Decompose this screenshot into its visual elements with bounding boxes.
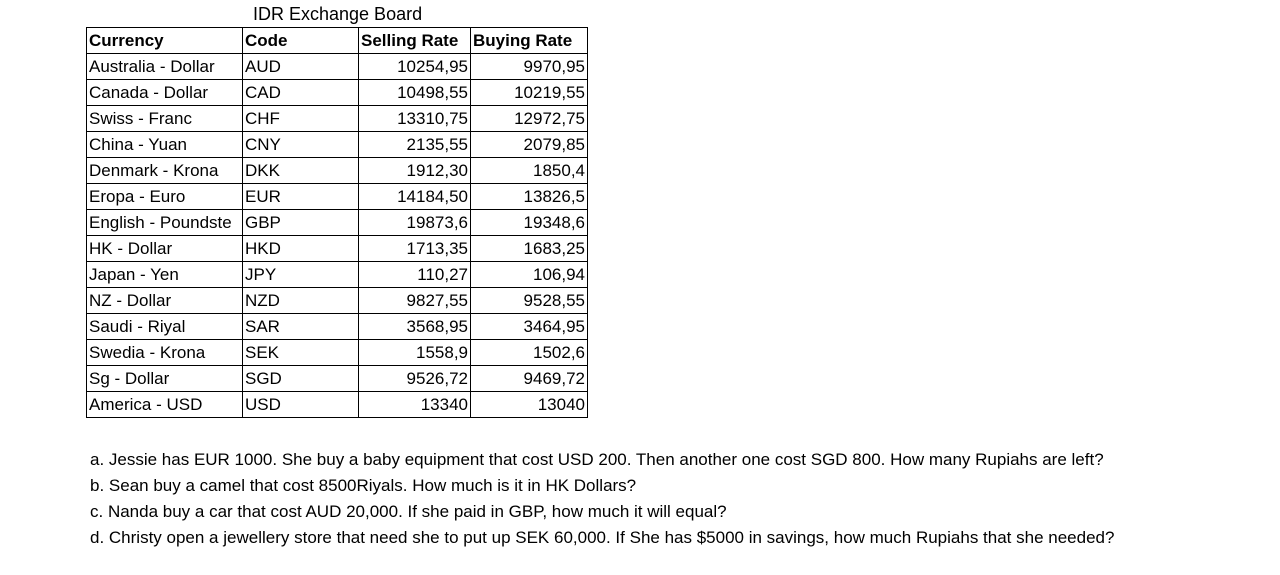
selling-rate-cell: 3568,95	[359, 314, 471, 340]
header-currency: Currency	[87, 28, 243, 54]
selling-rate-cell: 1713,35	[359, 236, 471, 262]
currency-cell: Swiss - Franc	[87, 106, 243, 132]
table-row	[87, 54, 588, 80]
buying-rate-cell: 9970,95	[471, 54, 588, 80]
table-row	[87, 340, 588, 366]
table-row	[87, 80, 588, 106]
table-row	[87, 210, 588, 236]
code-cell: CAD	[243, 80, 359, 106]
currency-cell: China - Yuan	[87, 132, 243, 158]
selling-rate-cell: 14184,50	[359, 184, 471, 210]
table-row	[87, 184, 588, 210]
currency-cell: Australia - Dollar	[87, 54, 243, 80]
table-row	[87, 366, 588, 392]
currency-cell: English - Poundste	[87, 210, 243, 236]
code-cell: SAR	[243, 314, 359, 340]
currency-cell: HK - Dollar	[87, 236, 243, 262]
table-row	[87, 314, 588, 340]
selling-rate-cell: 1912,30	[359, 158, 471, 184]
code-cell: CHF	[243, 106, 359, 132]
buying-rate-cell: 19348,6	[471, 210, 588, 236]
currency-cell: Sg - Dollar	[87, 366, 243, 392]
buying-rate-cell: 13826,5	[471, 184, 588, 210]
table-row	[87, 158, 588, 184]
selling-rate-cell: 9526,72	[359, 366, 471, 392]
buying-rate-cell: 13040	[471, 392, 588, 418]
buying-rate-cell: 106,94	[471, 262, 588, 288]
table-row	[87, 106, 588, 132]
currency-cell: NZ - Dollar	[87, 288, 243, 314]
table-row	[87, 392, 588, 418]
currency-cell: Saudi - Riyal	[87, 314, 243, 340]
code-cell: JPY	[243, 262, 359, 288]
code-cell: NZD	[243, 288, 359, 314]
question-b: b. Sean buy a camel that cost 8500Riyals. How much is it in HK Dollars?	[90, 476, 637, 495]
buying-rate-cell: 12972,75	[471, 106, 588, 132]
selling-rate-cell: 13310,75	[359, 106, 471, 132]
buying-rate-cell: 10219,55	[471, 80, 588, 106]
code-cell: DKK	[243, 158, 359, 184]
buying-rate-cell: 9528,55	[471, 288, 588, 314]
buying-rate-cell: 3464,95	[471, 314, 588, 340]
buying-rate-cell: 9469,72	[471, 366, 588, 392]
selling-rate-cell: 110,27	[359, 262, 471, 288]
table-row	[87, 262, 588, 288]
selling-rate-cell: 13340	[359, 392, 471, 418]
table-row	[87, 288, 588, 314]
table-row	[87, 132, 588, 158]
table-row	[87, 236, 588, 262]
question-a: a. Jessie has EUR 1000. She buy a baby equipment that cost USD 200. Then another one cost SGD 800. How many Rupiahs are left?	[90, 450, 1104, 469]
code-cell: EUR	[243, 184, 359, 210]
table-body	[87, 54, 588, 418]
board-title: IDR Exchange Board	[253, 4, 423, 24]
code-cell: SEK	[243, 340, 359, 366]
exchange-rate-table	[86, 27, 588, 418]
currency-cell: Japan - Yen	[87, 262, 243, 288]
buying-rate-cell: 1850,4	[471, 158, 588, 184]
selling-rate-cell: 19873,6	[359, 210, 471, 236]
currency-cell: America - USD	[87, 392, 243, 418]
header-buying-rate: Buying Rate	[471, 28, 588, 54]
table-header-row	[87, 28, 588, 54]
currency-cell: Denmark - Krona	[87, 158, 243, 184]
buying-rate-cell: 1683,25	[471, 236, 588, 262]
currency-cell: Swedia - Krona	[87, 340, 243, 366]
buying-rate-cell: 1502,6	[471, 340, 588, 366]
currency-cell: Eropa - Euro	[87, 184, 243, 210]
code-cell: CNY	[243, 132, 359, 158]
code-cell: USD	[243, 392, 359, 418]
currency-cell: Canada - Dollar	[87, 80, 243, 106]
question-c: c. Nanda buy a car that cost AUD 20,000. If she paid in GBP, how much it will equal?	[90, 502, 727, 521]
buying-rate-cell: 2079,85	[471, 132, 588, 158]
code-cell: GBP	[243, 210, 359, 236]
code-cell: HKD	[243, 236, 359, 262]
selling-rate-cell: 9827,55	[359, 288, 471, 314]
selling-rate-cell: 1558,9	[359, 340, 471, 366]
code-cell: SGD	[243, 366, 359, 392]
question-d: d. Christy open a jewellery store that need she to put up SEK 60,000. If She has $5000 in savings, how much Rupiahs that she needed?	[90, 528, 1115, 547]
questions	[90, 447, 1114, 551]
selling-rate-cell: 10498,55	[359, 80, 471, 106]
header-code: Code	[243, 28, 359, 54]
selling-rate-cell: 2135,55	[359, 132, 471, 158]
code-cell: AUD	[243, 54, 359, 80]
selling-rate-cell: 10254,95	[359, 54, 471, 80]
header-selling-rate: Selling Rate	[359, 28, 471, 54]
